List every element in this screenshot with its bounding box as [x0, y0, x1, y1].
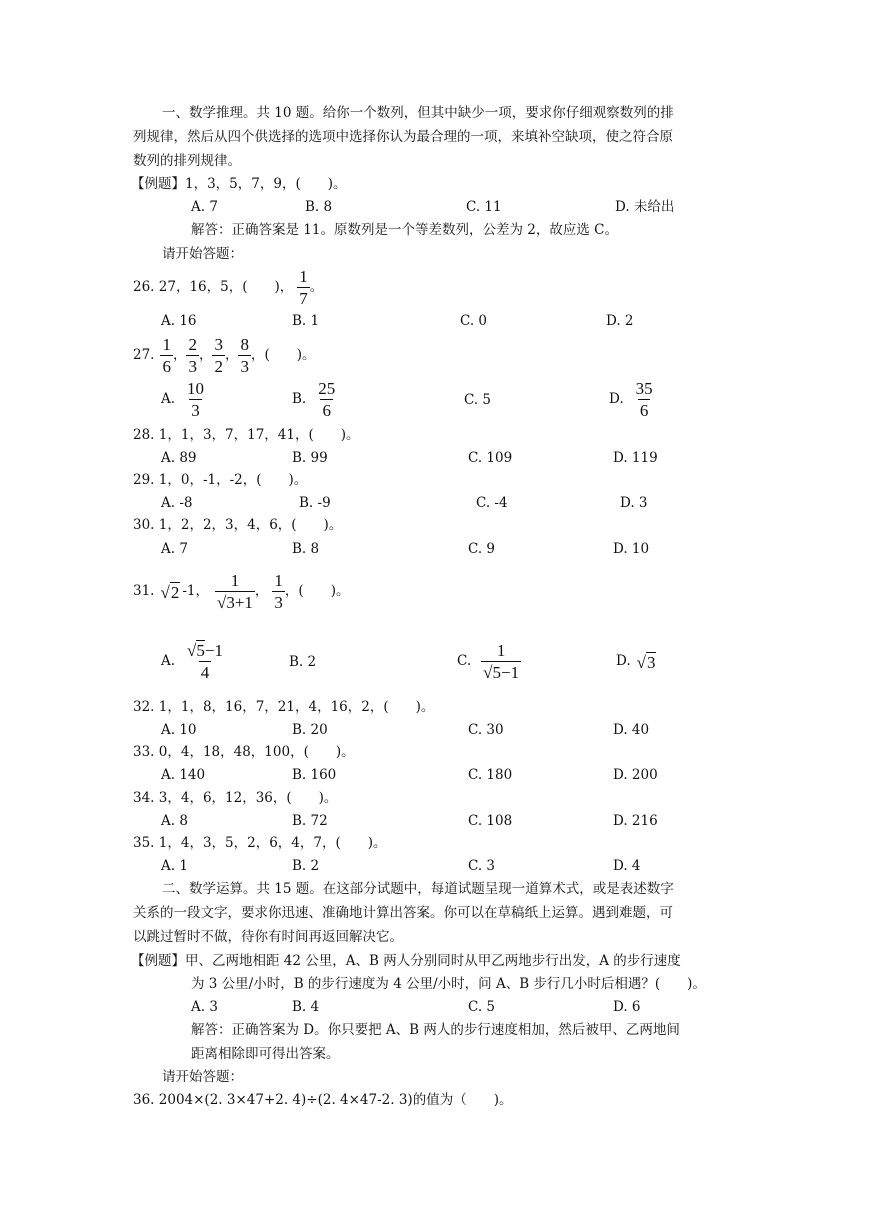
- example-option-d: D. 未给出: [615, 199, 675, 215]
- section2-intro-line-3: 以跳过暂时不做，待你有时间再返回解决它。: [133, 929, 403, 945]
- q27-option-a: [161, 380, 206, 420]
- example-option-a: A. 7: [191, 199, 218, 215]
- section2-example-line-2: 为 3 公里/小时，B 的步行速度为 4 公里/小时，问 A、B 步行几小时后相遇？( )。: [191, 976, 706, 992]
- q26-tail: 。: [309, 279, 324, 296]
- section2-intro-line-1: 二、数学运算。共 15 题。在这部分试题中，每道试题呈现一道算术式，或是表述数字: [162, 881, 674, 897]
- question-33: 33. 0，4，18，48，100，( )。: [133, 744, 355, 760]
- q27-sep-2: ，: [198, 347, 213, 364]
- section2-example-line-1: 【例题】甲、乙两地相距 42 公里，A、B 两人分别同时从甲乙两地步行出发，A 的步行速度: [131, 953, 681, 969]
- q31-frac-3-den: 3: [274, 593, 283, 612]
- q31-frac-3-num: 1: [274, 571, 283, 591]
- question-29: 29. 1，0，-1，-2，( )。: [133, 472, 308, 488]
- q31-sqrt-2: √2: [160, 582, 180, 602]
- q31-option-c-rad: 5: [492, 663, 501, 682]
- q27-option-a-num: 10: [187, 379, 205, 399]
- q32-option-a: A. 10: [161, 722, 197, 738]
- q27-tail: ，( )。: [250, 347, 316, 364]
- q31-option-a-rad: 5: [196, 641, 205, 661]
- q31-option-d: [616, 648, 656, 676]
- q31-option-c-label: C.: [457, 653, 472, 670]
- q34-option-c: C. 108: [468, 813, 513, 829]
- q31-number: 31.: [133, 583, 155, 600]
- q26-option-b: B. 1: [292, 313, 320, 329]
- q27-frac-1-num: 1: [162, 335, 171, 355]
- q30-option-b: B. 8: [292, 541, 320, 557]
- section2-example-option-d: D. 6: [613, 999, 641, 1015]
- q31-option-d-rad: 3: [646, 652, 656, 672]
- q27-frac-1: [160, 336, 173, 376]
- q31-option-c-frac: [481, 642, 521, 682]
- q26-option-a: A. 16: [161, 313, 197, 329]
- q27-option-a-frac: [185, 380, 206, 420]
- q27-frac-3: [212, 336, 225, 376]
- q32-option-b: B. 20: [292, 722, 328, 738]
- q29-option-c: C. -4: [476, 495, 508, 511]
- q27-option-d: [609, 380, 655, 420]
- section2-answer-line-1: 解答：正确答案为 D。你只要把 A、B 两人的步行速度相加，然后被甲、乙两地间: [191, 1022, 680, 1038]
- q31-tail: ，( )。: [284, 583, 350, 600]
- q31-option-a-den: 4: [200, 663, 210, 682]
- section2-example-option-c: C. 5: [468, 999, 496, 1015]
- question-31: [133, 570, 349, 614]
- q30-option-a: A. 7: [161, 541, 188, 557]
- section1-intro-line-1: 一、数学推理。共 10 题。给你一个数列，但其中缺少一项，要求你仔细观察数列的排: [162, 105, 674, 121]
- q31-option-a: [161, 640, 225, 684]
- q31-option-c-den-tail: −1: [500, 663, 520, 682]
- question-34: 34. 3，4，6，12，36，( )。: [133, 790, 338, 806]
- q31-frac-3: [272, 572, 285, 612]
- q34-option-d: D. 216: [613, 813, 658, 829]
- q27-option-a-label: A.: [161, 391, 176, 408]
- q27-option-b: [292, 380, 337, 420]
- section2-start: 请开始答题：: [162, 1069, 243, 1085]
- q26-fraction: [297, 268, 310, 308]
- q31-option-a-label: A.: [161, 653, 176, 670]
- q27-option-d-frac: [634, 380, 655, 420]
- q27-frac-4-den: 3: [240, 357, 249, 376]
- example-option-c: C. 11: [466, 199, 502, 215]
- q27-number: 27.: [133, 347, 155, 364]
- q29-option-b: B. -9: [299, 495, 331, 511]
- section1-intro-line-2: 列规律，然后从四个供选择的选项中选择你认为最合理的一项，来填补空缺项，使之符合原: [133, 129, 673, 145]
- q27-option-b-frac: [316, 380, 337, 420]
- q27-option-d-num: 35: [635, 379, 653, 399]
- q31-option-c-den: √5−1: [483, 663, 520, 682]
- q30-option-c: C. 9: [468, 541, 496, 557]
- q31-option-d-label: D.: [616, 653, 631, 670]
- q27-frac-3-num: 3: [214, 335, 223, 355]
- q28-option-a: A. 89: [161, 450, 197, 466]
- question-35: 35. 1，4，3，5，2，6，4，7，( )。: [133, 835, 387, 851]
- q35-option-c: C. 3: [468, 858, 496, 874]
- q31-sqrt-2-value: 2: [170, 582, 180, 602]
- section2-intro-line-2: 关系的一段文字，要求你迅速、准确地计算出答案。你可以在草稿纸上运算。遇到难题，可: [133, 905, 673, 921]
- q31-option-a-frac: [185, 642, 225, 682]
- q35-option-a: A. 1: [161, 858, 188, 874]
- question-28: 28. 1，1，3，7，17，41，( )。: [133, 427, 360, 443]
- q33-option-c: C. 180: [468, 767, 513, 783]
- q27-frac-4-num: 8: [240, 335, 249, 355]
- q31-option-d-sqrt: √3: [636, 652, 656, 672]
- q28-option-d: D. 119: [613, 450, 658, 466]
- q27-option-b-num: 25: [318, 379, 336, 399]
- q26-option-c: C. 0: [460, 313, 488, 329]
- q31-option-a-num-tail: −1: [204, 641, 223, 661]
- question-32: 32. 1，1，8，16，7，21，4，16，2，( )。: [133, 699, 435, 715]
- section2-answer-line-2: 距离相除即可得出答案。: [191, 1046, 340, 1062]
- q31-frac-2-den-rad: 3: [226, 593, 235, 612]
- q34-option-a: A. 8: [161, 813, 188, 829]
- question-30: 30. 1，2，2，3，4，6，( )。: [133, 517, 343, 533]
- q28-option-b: B. 99: [292, 450, 328, 466]
- q27-frac-2-num: 2: [188, 335, 197, 355]
- q31-sep: ，: [254, 583, 269, 600]
- q27-option-a-den: 3: [191, 401, 200, 420]
- q31-option-b: B. 2: [289, 654, 317, 670]
- q27-sep-1: ，: [172, 347, 187, 364]
- section1-example: 【例题】1，3，5，7，9，( )。: [131, 176, 347, 192]
- q31-option-c-num: 1: [496, 641, 506, 661]
- q29-option-a: A. -8: [161, 495, 193, 511]
- q33-option-b: B. 160: [292, 767, 337, 783]
- q27-sep-3: ，: [224, 347, 239, 364]
- q29-option-d: D. 3: [620, 495, 648, 511]
- q27-frac-4: [238, 336, 251, 376]
- q27-frac-2: [186, 336, 199, 376]
- q33-option-a: A. 140: [161, 767, 206, 783]
- q27-option-b-den: 6: [322, 401, 331, 420]
- q27-option-d-den: 6: [639, 401, 649, 420]
- q28-option-c: C. 109: [468, 450, 513, 466]
- q27-option-d-label: D.: [609, 391, 624, 408]
- question-26: [133, 267, 324, 308]
- q26-option-d: D. 2: [606, 313, 634, 329]
- q27-option-c: C. 5: [464, 392, 492, 408]
- example-option-b: B. 8: [305, 199, 333, 215]
- section2-example-option-b: B. 4: [292, 999, 320, 1015]
- q35-option-d: D. 4: [613, 858, 641, 874]
- section1-start: 请开始答题：: [162, 246, 243, 262]
- question-36: 36. 2004×(2. 3×47+2. 4)÷(2. 4×47-2. 3)的值为（ )。: [133, 1092, 513, 1108]
- section1-example-answer: 解答：正确答案是 11。原数列是一个等差数列，公差为 2，故应选 C。: [191, 222, 618, 238]
- q27-option-b-label: B.: [292, 391, 307, 408]
- q31-frac-2: [215, 572, 255, 612]
- q32-option-d: D. 40: [613, 722, 650, 738]
- question-27: [133, 336, 316, 376]
- q26-frac-num: 1: [299, 267, 308, 287]
- section2-example-option-a: A. 3: [191, 999, 218, 1015]
- q27-frac-2-den: 3: [188, 357, 197, 376]
- q32-option-c: C. 30: [468, 722, 504, 738]
- q27-frac-1-den: 6: [162, 357, 171, 376]
- q27-frac-3-den: 2: [214, 357, 223, 376]
- section1-intro-line-3: 数列的排列规律。: [133, 153, 241, 169]
- q26-text: 26. 27，16，5，( )，: [133, 279, 294, 296]
- q31-frac-2-den: √3+1: [216, 593, 253, 612]
- q31-option-c: [457, 640, 521, 684]
- q33-option-d: D. 200: [613, 767, 658, 783]
- q31-option-a-num: √5−1: [187, 641, 223, 661]
- q35-option-b: B. 2: [292, 858, 320, 874]
- q31-frac-2-num: 1: [230, 571, 240, 591]
- q26-frac-den: 7: [299, 289, 308, 308]
- q31-frac-2-den-tail: +1: [234, 593, 253, 612]
- q30-option-d: D. 10: [613, 541, 650, 557]
- q31-minus-one: -1，: [182, 583, 209, 600]
- q34-option-b: B. 72: [292, 813, 328, 829]
